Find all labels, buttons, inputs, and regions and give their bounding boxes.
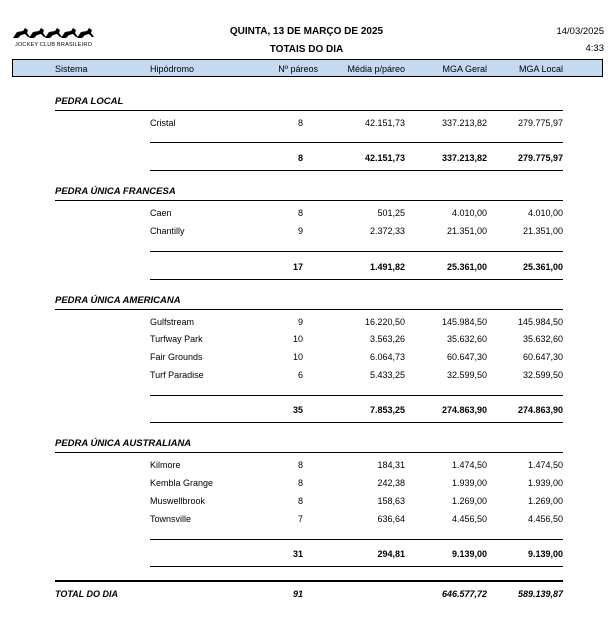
row-mga-geral: 145.984,50: [441, 317, 487, 327]
row-media: 16.220,50: [364, 317, 405, 327]
row-hipodromo: Cristal: [150, 118, 176, 128]
row-mga-local: 1.474,50: [527, 460, 563, 470]
row-media: 2.372,33: [369, 226, 405, 236]
row-pareos: 8: [297, 208, 303, 218]
col-mga-geral: MGA Geral: [442, 64, 487, 74]
section-title: PEDRA ÚNICA AUSTRALIANA: [55, 438, 192, 449]
row-mga-local: 1.269,00: [527, 496, 563, 506]
report-time: 4:33: [585, 43, 604, 54]
row-mga-local: 145.984,50: [517, 317, 563, 327]
row-media: 158,63: [377, 496, 405, 506]
row-hipodromo: Townsville: [150, 514, 192, 524]
row-pareos: 9: [297, 317, 303, 327]
col-hipodromo: Hipódromo: [150, 64, 195, 74]
total-mga-geral: 646.577,72: [441, 589, 487, 599]
row-mga-local: 4.456,50: [527, 514, 563, 524]
subtotal-mga-geral: 9.139,00: [451, 549, 487, 559]
row-media: 42.151,73: [364, 118, 405, 128]
subtotal-rule: [150, 142, 563, 143]
col-sistema: Sistema: [55, 64, 88, 74]
row-pareos: 8: [297, 496, 303, 506]
subtotal-pareos: 8: [297, 153, 303, 163]
report-subtitle: TOTAIS DO DIA: [269, 44, 344, 55]
row-media: 501,25: [377, 208, 405, 218]
subtotal-mga-geral: 337.213,82: [441, 153, 487, 163]
row-media: 6.064,73: [369, 352, 405, 362]
row-mga-geral: 337.213,82: [441, 118, 487, 128]
subtotal-media: 294,81: [377, 549, 405, 559]
section-title: PEDRA LOCAL: [55, 96, 124, 107]
section-rule: [55, 200, 563, 201]
row-mga-geral: 4.456,50: [451, 514, 487, 524]
row-hipodromo: Caen: [150, 208, 172, 218]
row-pareos: 10: [292, 334, 303, 344]
subtotal-pareos: 31: [292, 549, 303, 559]
row-media: 242,38: [377, 478, 405, 488]
row-media: 5.433,25: [369, 370, 405, 380]
section-rule: [55, 309, 563, 310]
total-pareos: 91: [292, 589, 303, 599]
row-mga-geral: 1.474,50: [451, 460, 487, 470]
col-mga-local: MGA Local: [518, 64, 563, 74]
section-rule: [55, 110, 563, 111]
subtotal-mga-local: 279.775,97: [517, 153, 563, 163]
subtotal-rule: [150, 422, 563, 423]
section-title: PEDRA ÚNICA FRANCESA: [55, 186, 176, 197]
row-hipodromo: Turfway Park: [150, 334, 203, 344]
row-pareos: 7: [297, 514, 303, 524]
row-mga-geral: 32.599,50: [446, 370, 487, 380]
subtotal-pareos: 35: [292, 405, 303, 415]
subtotal-mga-local: 25.361,00: [522, 262, 563, 272]
subtotal-rule: [150, 279, 563, 280]
row-mga-local: 60.647,30: [522, 352, 563, 362]
row-hipodromo: Kembla Grange: [150, 478, 214, 488]
row-mga-local: 21.351,00: [522, 226, 563, 236]
total-mga-local: 589.139,87: [517, 589, 563, 599]
row-hipodromo: Kilmore: [150, 460, 181, 470]
row-mga-geral: 1.939,00: [451, 478, 487, 488]
report-title: QUINTA, 13 DE MARÇO DE 2025: [229, 26, 384, 37]
subtotal-pareos: 17: [292, 262, 303, 272]
row-pareos: 8: [297, 478, 303, 488]
subtotal-media: 7.853,25: [369, 405, 405, 415]
total-label: TOTAL DO DIA: [55, 589, 118, 599]
row-media: 184,31: [377, 460, 405, 470]
row-mga-geral: 4.010,00: [451, 208, 487, 218]
subtotal-media: 1.491,82: [369, 262, 405, 272]
row-hipodromo: Gulfstream: [150, 317, 195, 327]
row-hipodromo: Fair Grounds: [150, 352, 203, 362]
subtotal-rule: [150, 566, 563, 567]
subtotal-mga-local: 274.863,90: [517, 405, 563, 415]
subtotal-mga-geral: 25.361,00: [446, 262, 487, 272]
row-mga-local: 279.775,97: [517, 118, 563, 128]
subtotal-rule: [150, 539, 563, 540]
row-mga-local: 35.632,60: [522, 334, 563, 344]
subtotal-rule: [150, 395, 563, 396]
row-media: 3.563,26: [369, 334, 405, 344]
row-pareos: 8: [297, 118, 303, 128]
row-mga-geral: 1.269,00: [451, 496, 487, 506]
row-mga-local: 4.010,00: [527, 208, 563, 218]
row-mga-local: 1.939,00: [527, 478, 563, 488]
subtotal-rule: [150, 170, 563, 171]
section-rule: [55, 452, 563, 453]
subtotal-mga-local: 9.139,00: [527, 549, 563, 559]
col-pareos: Nº páreos: [278, 64, 318, 74]
row-mga-geral: 60.647,30: [446, 352, 487, 362]
row-hipodromo: Chantilly: [150, 226, 185, 236]
row-hipodromo: Turf Paradise: [150, 370, 204, 380]
row-pareos: 8: [297, 460, 303, 470]
report-date: 14/03/2025: [556, 26, 604, 37]
row-media: 636,64: [377, 514, 405, 524]
total-rule: [55, 580, 563, 582]
subtotal-mga-geral: 274.863,90: [441, 405, 487, 415]
subtotal-media: 42.151,73: [364, 153, 405, 163]
subtotal-rule: [150, 251, 563, 252]
row-mga-geral: 35.632,60: [446, 334, 487, 344]
row-pareos: 6: [297, 370, 303, 380]
logo-text: JOCKEY CLUB BRASILEIRO: [15, 42, 93, 48]
row-pareos: 9: [297, 226, 303, 236]
col-media: Média p/páreo: [347, 64, 405, 74]
row-mga-geral: 21.351,00: [446, 226, 487, 236]
row-pareos: 10: [292, 352, 303, 362]
section-title: PEDRA ÚNICA AMERICANA: [55, 295, 181, 306]
row-mga-local: 32.599,50: [522, 370, 563, 380]
row-hipodromo: Muswellbrook: [150, 496, 206, 506]
